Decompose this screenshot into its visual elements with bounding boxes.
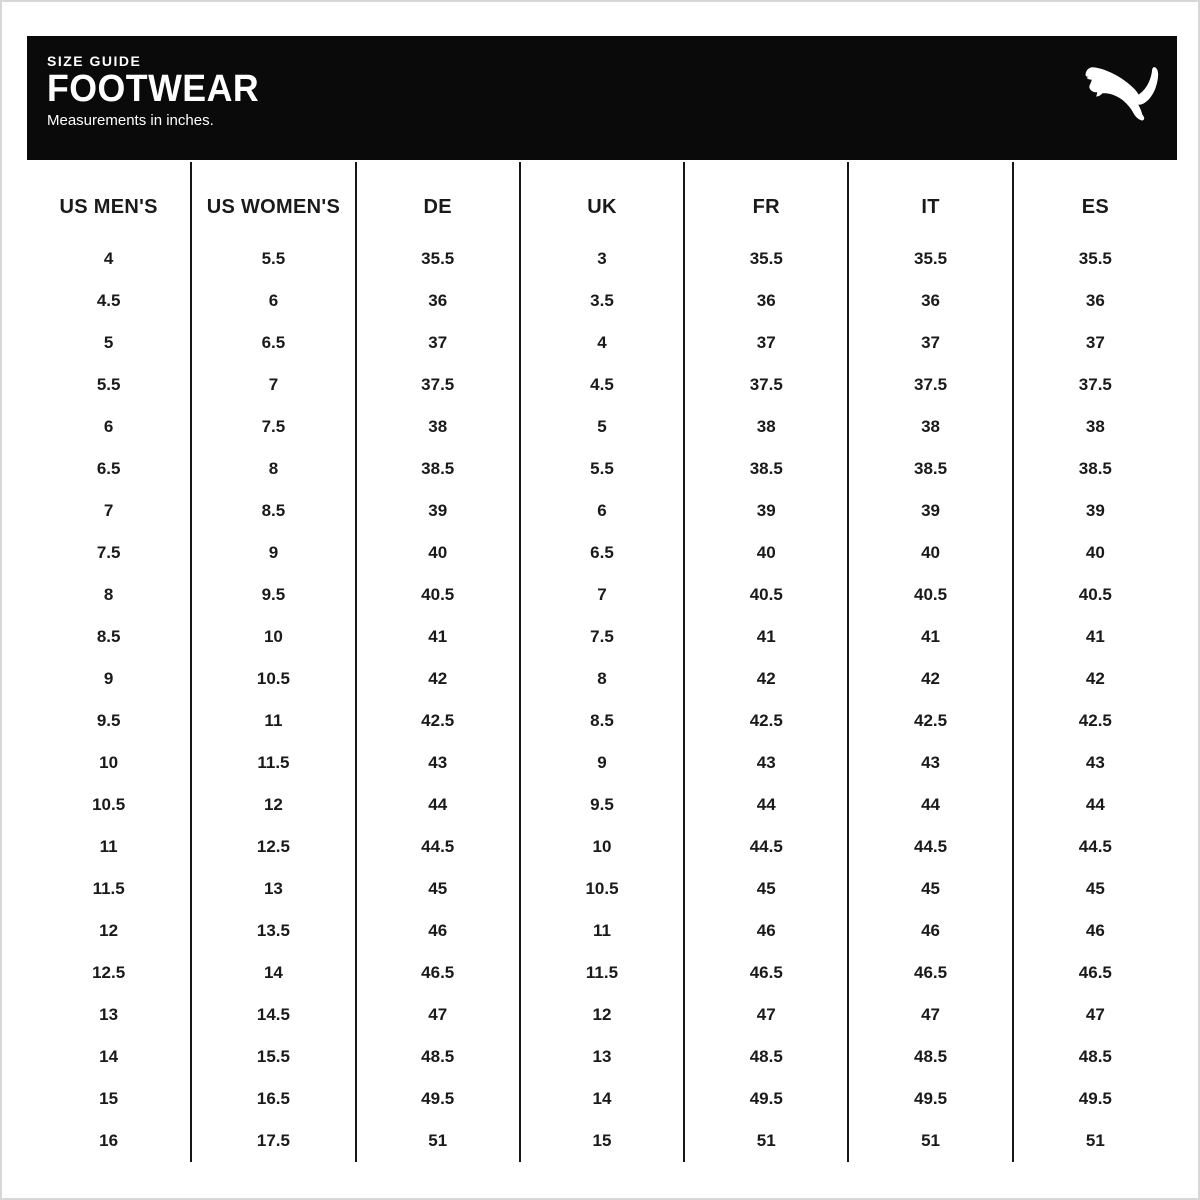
size-cell: 48.5 xyxy=(1078,1047,1112,1066)
size-cell: 47 xyxy=(1085,1005,1105,1024)
size-cell: 37.5 xyxy=(356,364,520,406)
table-row xyxy=(27,784,1177,826)
size-cell: 14 xyxy=(520,1078,684,1120)
size-cell: 36 xyxy=(356,280,520,322)
size-cell: 12 xyxy=(191,784,355,826)
size-cell: 5 xyxy=(520,406,684,448)
size-cell: 38.5 xyxy=(684,448,848,490)
size-cell: 44 xyxy=(1085,795,1105,814)
size-cell: 40.5 xyxy=(356,574,520,616)
size-cell: 38 xyxy=(848,406,1012,448)
size-guide-eyebrow-label: SIZE GUIDE xyxy=(47,53,142,69)
size-cell: 11 xyxy=(191,700,355,742)
size-cell: 16.5 xyxy=(191,1078,355,1120)
size-cell: 10 xyxy=(520,826,684,868)
size-cell: 41 xyxy=(684,616,848,658)
size-cell: 39 xyxy=(684,490,848,532)
size-cell: 38 xyxy=(356,406,520,448)
size-cell: 42.5 xyxy=(1078,711,1112,730)
table-row xyxy=(27,742,1177,784)
size-cell: 46.5 xyxy=(848,952,1012,994)
size-cell: 44 xyxy=(684,784,848,826)
size-cell: 36 xyxy=(848,280,1012,322)
table-row xyxy=(27,364,1177,406)
size-cell: 49.5 xyxy=(356,1078,520,1120)
size-cell: 38 xyxy=(684,406,848,448)
size-cell: 44.5 xyxy=(1078,837,1112,856)
size-cell: 46 xyxy=(848,910,1012,952)
size-cell: 37 xyxy=(1085,333,1105,352)
size-cell: 37 xyxy=(848,322,1012,364)
size-cell: 44.5 xyxy=(684,826,848,868)
size-cell: 37.5 xyxy=(684,364,848,406)
size-cell: 6.5 xyxy=(191,322,355,364)
column-header-us-women-s: US WOMEN'S xyxy=(191,162,355,238)
size-cell: 13 xyxy=(191,868,355,910)
size-cell: 39 xyxy=(1085,501,1105,520)
size-cell: 14.5 xyxy=(191,994,355,1036)
size-cell: 42 xyxy=(1085,669,1105,688)
size-cell: 51 xyxy=(1085,1131,1105,1150)
size-cell: 11.5 xyxy=(27,868,191,910)
size-cell: 45 xyxy=(356,868,520,910)
size-cell: 46 xyxy=(356,910,520,952)
size-cell: 14 xyxy=(27,1036,191,1078)
size-cell: 13 xyxy=(27,994,191,1036)
table-row xyxy=(27,826,1177,868)
size-cell: 43 xyxy=(356,742,520,784)
size-cell: 9 xyxy=(520,742,684,784)
column-header-uk: UK xyxy=(520,162,684,238)
size-cell: 13.5 xyxy=(191,910,355,952)
size-guide-header xyxy=(27,36,1177,160)
size-cell: 41 xyxy=(1085,627,1105,646)
table-row xyxy=(27,1120,1177,1162)
size-cell: 51 xyxy=(356,1120,520,1162)
size-cell: 35.5 xyxy=(356,238,520,280)
size-cell: 7 xyxy=(520,574,684,616)
size-cell: 6 xyxy=(520,490,684,532)
table-row xyxy=(27,658,1177,700)
size-cell: 46.5 xyxy=(356,952,520,994)
size-cell: 43 xyxy=(684,742,848,784)
size-cell: 9.5 xyxy=(520,784,684,826)
size-cell: 4 xyxy=(520,322,684,364)
table-body xyxy=(27,238,1177,1162)
table-row xyxy=(27,700,1177,742)
size-cell: 41 xyxy=(848,616,1012,658)
size-cell: 3.5 xyxy=(520,280,684,322)
size-cell: 12 xyxy=(520,994,684,1036)
size-cell: 11.5 xyxy=(191,742,355,784)
size-cell: 10.5 xyxy=(27,784,191,826)
size-cell: 16 xyxy=(27,1120,191,1162)
size-cell: 8 xyxy=(191,448,355,490)
column-header-es: ES xyxy=(1081,195,1109,218)
size-cell: 12.5 xyxy=(191,826,355,868)
size-cell: 42.5 xyxy=(848,700,1012,742)
table-row xyxy=(27,532,1177,574)
size-cell: 47 xyxy=(684,994,848,1036)
size-cell: 42 xyxy=(684,658,848,700)
column-header-it: IT xyxy=(848,162,1012,238)
size-cell: 40 xyxy=(356,532,520,574)
size-cell: 37 xyxy=(684,322,848,364)
size-cell: 12.5 xyxy=(27,952,191,994)
size-cell: 14 xyxy=(191,952,355,994)
size-cell: 38 xyxy=(1085,417,1105,436)
size-cell: 11 xyxy=(520,910,684,952)
size-cell: 13 xyxy=(520,1036,684,1078)
size-cell: 6.5 xyxy=(27,448,191,490)
size-cell: 46 xyxy=(684,910,848,952)
size-cell: 9 xyxy=(191,532,355,574)
column-header-us-men-s: US MEN'S xyxy=(27,162,191,238)
size-cell: 8 xyxy=(520,658,684,700)
size-cell: 47 xyxy=(848,994,1012,1036)
size-cell: 6.5 xyxy=(520,532,684,574)
size-cell: 40 xyxy=(848,532,1012,574)
measurements-note: Measurements in inches. xyxy=(47,112,214,130)
size-cell: 38.5 xyxy=(356,448,520,490)
size-cell: 39 xyxy=(356,490,520,532)
size-cell: 15 xyxy=(27,1078,191,1120)
size-cell: 35.5 xyxy=(848,238,1012,280)
size-cell: 44 xyxy=(848,784,1012,826)
size-cell: 37 xyxy=(356,322,520,364)
size-cell: 9.5 xyxy=(191,574,355,616)
size-cell: 38.5 xyxy=(848,448,1012,490)
table-row xyxy=(27,616,1177,658)
size-cell: 8.5 xyxy=(27,616,191,658)
puma-logo-icon xyxy=(1084,65,1160,123)
size-cell: 43 xyxy=(1085,753,1105,772)
table-row xyxy=(27,448,1177,490)
footwear-title: FOOTWEAR xyxy=(47,68,260,110)
size-cell: 46 xyxy=(1085,921,1105,940)
size-cell: 4.5 xyxy=(27,280,191,322)
table-row xyxy=(27,322,1177,364)
size-cell: 45 xyxy=(684,868,848,910)
size-cell: 4 xyxy=(27,238,191,280)
table-row xyxy=(27,280,1177,322)
size-cell: 10.5 xyxy=(191,658,355,700)
table-row xyxy=(27,910,1177,952)
size-cell: 44.5 xyxy=(848,826,1012,868)
size-cell: 10 xyxy=(191,616,355,658)
size-cell: 40 xyxy=(1085,543,1105,562)
size-cell: 43 xyxy=(848,742,1012,784)
size-cell: 42.5 xyxy=(356,700,520,742)
size-conversion-table xyxy=(27,162,1177,1162)
size-cell: 49.5 xyxy=(1078,1089,1112,1108)
size-cell: 46.5 xyxy=(1078,963,1112,982)
size-cell: 49.5 xyxy=(684,1078,848,1120)
size-cell: 10 xyxy=(27,742,191,784)
size-cell: 45 xyxy=(848,868,1012,910)
size-cell: 35.5 xyxy=(684,238,848,280)
size-cell: 9 xyxy=(27,658,191,700)
table-header-row xyxy=(27,162,1177,238)
size-cell: 8.5 xyxy=(191,490,355,532)
size-cell: 48.5 xyxy=(356,1036,520,1078)
table-row xyxy=(27,406,1177,448)
size-cell: 40.5 xyxy=(848,574,1012,616)
size-cell: 45 xyxy=(1085,879,1105,898)
table-row xyxy=(27,574,1177,616)
table-row xyxy=(27,1036,1177,1078)
size-cell: 8.5 xyxy=(520,700,684,742)
size-cell: 37.5 xyxy=(1078,375,1112,394)
size-cell: 7 xyxy=(27,490,191,532)
size-cell: 36 xyxy=(1085,291,1105,310)
size-cell: 48.5 xyxy=(684,1036,848,1078)
size-cell: 8 xyxy=(27,574,191,616)
size-cell: 36 xyxy=(684,280,848,322)
table-row xyxy=(27,952,1177,994)
column-header-de: DE xyxy=(356,162,520,238)
size-cell: 42.5 xyxy=(684,700,848,742)
size-cell: 11.5 xyxy=(520,952,684,994)
size-cell: 37.5 xyxy=(848,364,1012,406)
size-cell: 44 xyxy=(356,784,520,826)
table-row xyxy=(27,994,1177,1036)
table-row xyxy=(27,490,1177,532)
table-row xyxy=(27,868,1177,910)
size-cell: 47 xyxy=(356,994,520,1036)
size-cell: 46.5 xyxy=(684,952,848,994)
size-cell: 42 xyxy=(848,658,1012,700)
size-cell: 40 xyxy=(684,532,848,574)
size-cell: 5.5 xyxy=(520,448,684,490)
size-cell: 38.5 xyxy=(1078,459,1112,478)
size-cell: 7.5 xyxy=(520,616,684,658)
size-cell: 5.5 xyxy=(27,364,191,406)
size-cell: 48.5 xyxy=(848,1036,1012,1078)
size-cell: 51 xyxy=(848,1120,1012,1162)
size-cell: 3 xyxy=(520,238,684,280)
size-cell: 44.5 xyxy=(356,826,520,868)
size-cell: 9.5 xyxy=(27,700,191,742)
size-cell: 40.5 xyxy=(1078,585,1112,604)
size-cell: 41 xyxy=(356,616,520,658)
size-cell: 51 xyxy=(684,1120,848,1162)
size-cell: 49.5 xyxy=(848,1078,1012,1120)
size-cell: 35.5 xyxy=(1078,249,1112,268)
size-cell: 7 xyxy=(191,364,355,406)
size-cell: 15.5 xyxy=(191,1036,355,1078)
size-cell: 17.5 xyxy=(191,1120,355,1162)
table-row xyxy=(27,1078,1177,1120)
size-cell: 15 xyxy=(520,1120,684,1162)
table-row xyxy=(27,238,1177,280)
size-cell: 5 xyxy=(27,322,191,364)
size-cell: 4.5 xyxy=(520,364,684,406)
size-cell: 11 xyxy=(27,826,191,868)
size-cell: 6 xyxy=(27,406,191,448)
size-cell: 7.5 xyxy=(191,406,355,448)
size-cell: 42 xyxy=(356,658,520,700)
size-cell: 7.5 xyxy=(27,532,191,574)
column-header-fr: FR xyxy=(684,162,848,238)
size-cell: 12 xyxy=(27,910,191,952)
size-cell: 5.5 xyxy=(191,238,355,280)
size-cell: 6 xyxy=(191,280,355,322)
size-cell: 39 xyxy=(848,490,1012,532)
size-cell: 10.5 xyxy=(520,868,684,910)
size-cell: 40.5 xyxy=(684,574,848,616)
